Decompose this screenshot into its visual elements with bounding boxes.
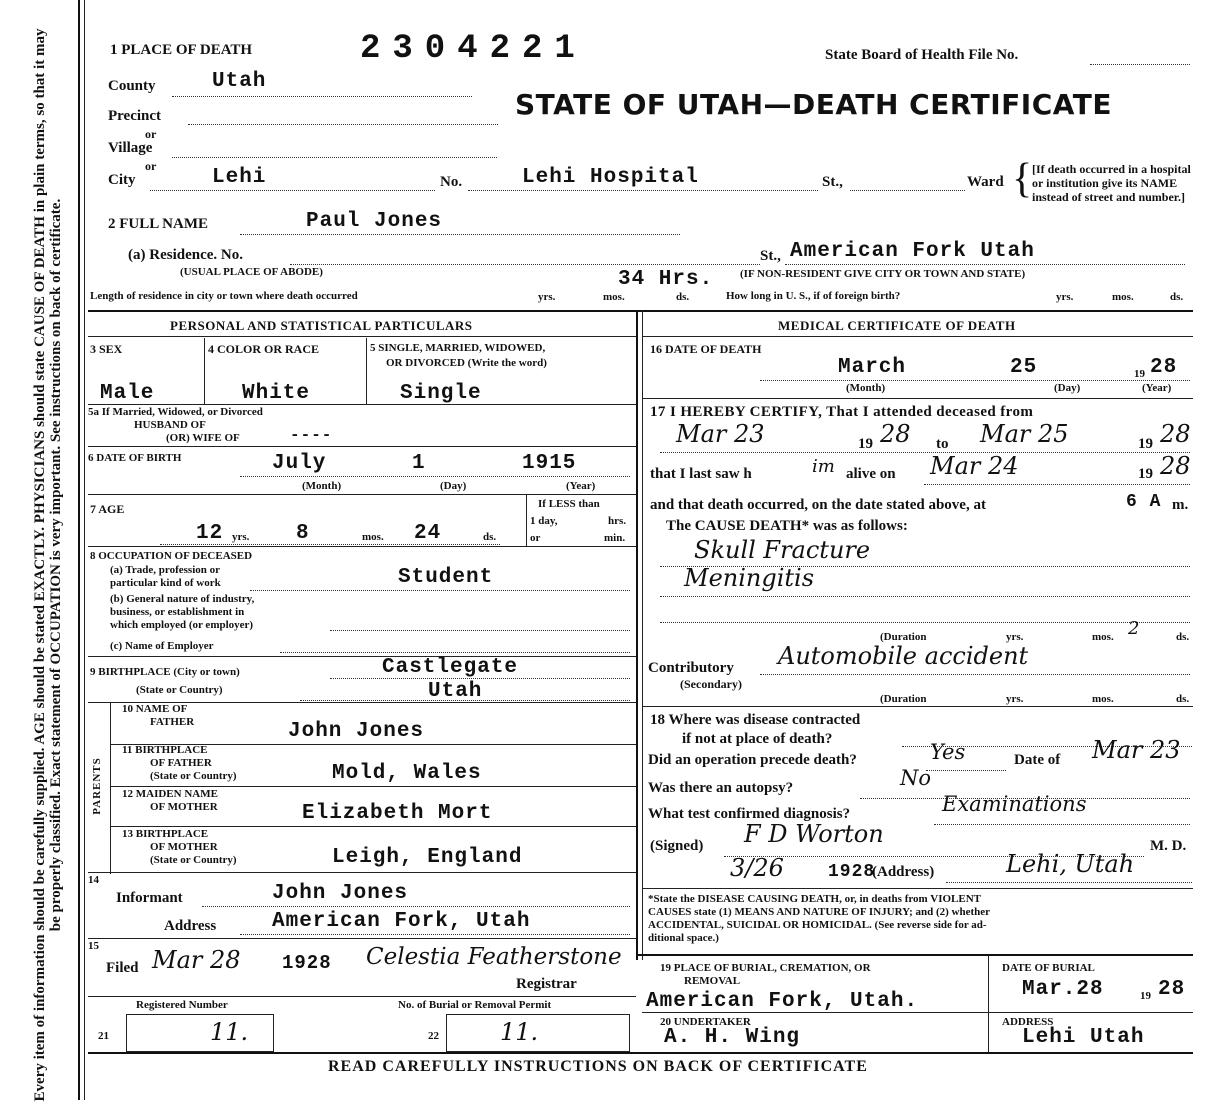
mother-label-1: 12 MAIDEN NAME — [122, 788, 218, 800]
certificate-number: 2304221 — [360, 30, 587, 68]
occ-a-2: particular kind of work — [110, 577, 221, 589]
if-less-than: If LESS than — [538, 498, 600, 510]
occupation-label: 8 OCCUPATION OF DECEASED — [90, 550, 253, 562]
death-occurred-label: and that death occurred, on the date stated above, at — [650, 497, 986, 513]
st-label: St., — [822, 174, 843, 190]
age-mos-unit: mos. — [362, 531, 384, 543]
mother-bp-2: OF MOTHER — [150, 841, 218, 853]
registered-number-label: Registered Number — [136, 999, 228, 1011]
from-year-prefix: 19 — [858, 436, 873, 452]
registered-number-value: 11. — [210, 1018, 249, 1046]
dod-month: March — [838, 356, 907, 379]
test-label: What test confirmed diagnosis? — [648, 806, 851, 822]
spouse-label-2: HUSBAND OF — [134, 419, 206, 431]
birthplace-state-label: (State or Country) — [136, 684, 223, 696]
dod-day-caption: (Day) — [1054, 382, 1081, 394]
undertaker-address-label: ADDRESS — [1002, 1016, 1054, 1028]
death-time: 6 A — [1126, 492, 1162, 512]
residence-value: American Fork Utah — [790, 240, 1035, 263]
birthplace-label: 9 BIRTHPLACE (City or town) — [90, 666, 240, 678]
length-value: 34 Hrs. — [618, 268, 714, 291]
signed-address: Lehi, Utah — [1006, 850, 1135, 878]
registrar-signature: Celestia Featherstone — [366, 944, 622, 970]
us-ds: ds. — [1170, 291, 1184, 303]
filed-label: Filed — [106, 960, 139, 976]
signed-date: 3/26 — [730, 854, 784, 882]
occ-b-2: business, or establishment in — [110, 606, 245, 618]
informant-value: John Jones — [272, 882, 409, 905]
no-label: No. — [440, 174, 463, 190]
personal-section-title: PERSONAL AND STATISTICAL PARTICULARS — [170, 318, 473, 333]
dod-day: 25 — [1010, 356, 1038, 379]
occ-c: (c) Name of Employer — [110, 640, 214, 652]
marital-value: Single — [400, 382, 482, 405]
contrib-dur-yrs: yrs. — [1006, 693, 1024, 705]
cause-primary-2: Meningitis — [684, 564, 815, 592]
city-label: City — [108, 172, 136, 188]
footer-instructions: READ CAREFULLY INSTRUCTIONS ON BACK OF CERTIFICATE — [328, 1058, 868, 1075]
if-less-or: or — [530, 532, 541, 544]
dod-year: 28 — [1150, 356, 1178, 379]
to-year: 28 — [1160, 420, 1191, 448]
burial-place-value: American Fork, Utah. — [646, 990, 919, 1013]
item-14: 14 — [88, 874, 99, 886]
undertaker-label: 20 UNDERTAKER — [660, 1016, 751, 1028]
father-bp-1: 11 BIRTHPLACE — [122, 744, 208, 756]
dob-day-caption: (Day) — [440, 480, 467, 492]
father-label-1: 10 NAME OF — [122, 703, 188, 715]
birthplace-state: Utah — [428, 680, 483, 703]
burial-permit-value: 11. — [500, 1018, 539, 1046]
last-saw-pronoun: im — [812, 456, 835, 477]
cause-dur-yrs: yrs. — [1006, 631, 1024, 643]
left-border — [78, 0, 80, 1100]
father-birthplace: Mold, Wales — [332, 762, 482, 785]
mother-name: Elizabeth Mort — [302, 802, 493, 825]
burial-date: Mar.28 — [1022, 978, 1104, 1001]
to-year-prefix: 19 — [1138, 436, 1153, 452]
father-bp-2: OF FATHER — [150, 757, 212, 769]
occ-b-1: (b) General nature of industry, — [110, 593, 255, 605]
contrib-dur-mos: mos. — [1092, 693, 1114, 705]
sex-value: Male — [100, 382, 155, 405]
cause-dur-ds: ds. — [1176, 631, 1190, 643]
item-22: 22 — [428, 1030, 439, 1042]
dob-month: July — [272, 452, 327, 475]
cause-duration-label: (Duration — [880, 631, 927, 643]
marital-label-1: 5 SINGLE, MARRIED, WIDOWED, — [370, 342, 546, 354]
autopsy-label: Was there an autopsy? — [648, 780, 794, 796]
age-ds: 24 — [414, 522, 442, 545]
to-label: to — [936, 436, 949, 452]
cause-primary-1: Skull Fracture — [694, 536, 871, 564]
autopsy-value: No — [900, 766, 932, 790]
dod-label: 16 DATE OF DEATH — [650, 342, 762, 356]
attended-to: Mar 25 — [980, 420, 1069, 448]
us-yrs: yrs. — [1056, 291, 1074, 303]
if-less-min: min. — [604, 532, 626, 544]
footnote-2: CAUSES state (1) MEANS AND NATURE OF INJURY; and (2) whether — [648, 906, 991, 918]
undertaker-value: A. H. Wing — [664, 1026, 801, 1049]
father-label-2: FATHER — [150, 716, 195, 728]
md-label: M. D. — [1150, 838, 1187, 854]
q18-label-2: if not at place of death? — [682, 731, 833, 747]
footnote-4: ditional space.) — [648, 932, 719, 944]
signed-year: 1928 — [828, 862, 876, 882]
age-ds-unit: ds. — [483, 531, 497, 543]
dob-day: 1 — [412, 452, 426, 475]
marital-label-2: OR DIVORCED (Write the word) — [386, 357, 547, 369]
cause-dur-value: 2 — [1128, 618, 1140, 639]
color-label: 4 COLOR OR RACE — [208, 342, 320, 356]
if-less-day: 1 day, — [530, 515, 558, 527]
filed-year: 1928 — [282, 952, 332, 974]
registrar-label: Registrar — [516, 976, 577, 992]
occupation-value: Student — [398, 566, 494, 589]
item-15: 15 — [88, 940, 99, 952]
death-time-suffix: m. — [1172, 497, 1189, 513]
dod-month-caption: (Month) — [846, 382, 886, 394]
burial-year: 28 — [1158, 978, 1186, 1001]
spouse-label-1: 5a If Married, Widowed, or Divorced — [88, 406, 263, 418]
city-value: Lehi — [212, 166, 267, 189]
county-value: Utah — [212, 70, 267, 93]
mother-bp-3: (State or Country) — [150, 854, 237, 866]
informant-address-label: Address — [164, 918, 217, 934]
age-yrs-unit: yrs. — [232, 531, 250, 543]
length-label: Length of residence in city or town where death occurred — [90, 290, 358, 302]
burial-date-label: DATE OF BURIAL — [1002, 962, 1095, 974]
birthplace-city: Castlegate — [382, 656, 519, 679]
margin-instructions: Every item of information should be carefully supplied. AGE should be stated EXACTLY. PHYSICIANS should state CAUSE OF DEATH in plain terms, so that it may be properly classified. Exact statement of OCCUPATION is very important. See instructions on back of certificate. — [32, 28, 64, 1102]
dob-year: 1915 — [522, 452, 577, 475]
occ-a-1: (a) Trade, profession or — [110, 564, 220, 576]
undertaker-address: Lehi Utah — [1022, 1026, 1145, 1049]
ward-note: [If death occurred in a hospital or institution give its NAME instead of street and number.] — [1032, 162, 1191, 204]
color-value: White — [242, 382, 311, 405]
village-label: Village — [108, 140, 153, 156]
full-name-value: Paul Jones — [306, 210, 443, 233]
operation-label: Did an operation precede death? — [648, 752, 857, 768]
registered-number-box — [126, 1014, 274, 1052]
ward-label: Ward — [967, 174, 1004, 190]
length-mos: mos. — [603, 291, 625, 303]
precinct-label: Precinct — [108, 108, 162, 124]
dod-year-caption: (Year) — [1142, 382, 1172, 394]
divider-top — [88, 310, 1193, 312]
if-less-hrs: hrs. — [608, 515, 627, 527]
dob-year-caption: (Year) — [566, 480, 596, 492]
length-yrs: yrs. — [538, 291, 556, 303]
length-ds: ds. — [676, 291, 690, 303]
or-label-2: or — [145, 159, 157, 173]
center-divider — [636, 310, 638, 960]
father-name: John Jones — [288, 720, 425, 743]
informant-label: Informant — [116, 890, 183, 906]
full-name-label: 2 FULL NAME — [108, 216, 209, 232]
father-bp-3: (State or Country) — [150, 770, 237, 782]
county-label: County — [108, 78, 156, 94]
contrib-duration-label: (Duration — [880, 693, 927, 705]
last-saw-label: that I last saw h — [650, 466, 752, 482]
age-yrs: 12 — [196, 522, 224, 545]
parents-label: PARENTS — [90, 757, 103, 815]
test-value: Examinations — [942, 792, 1087, 816]
physician-signature: F D Worton — [744, 820, 884, 848]
place-of-death-label: 1 PLACE OF DEATH — [110, 42, 253, 58]
contributory-value: Automobile accident — [778, 642, 1029, 670]
operation-date: Mar 23 — [1092, 736, 1181, 764]
us-mos: mos. — [1112, 291, 1134, 303]
dod-year-prefix: 19 — [1134, 368, 1145, 380]
alive-on-label: alive on — [846, 466, 896, 482]
mother-label-2: OF MOTHER — [150, 801, 218, 813]
footnote-1: *State the DISEASE CAUSING DEATH, or, in deaths from VIOLENT — [648, 893, 982, 905]
cause-dur-mos: mos. — [1092, 631, 1114, 643]
dob-label: 6 DATE OF BIRTH — [88, 452, 182, 464]
ward-brace: { — [1012, 156, 1033, 202]
occ-b-3: which employed (or employer) — [110, 619, 254, 631]
contrib-dur-ds: ds. — [1176, 693, 1190, 705]
spouse-value: ---- — [290, 426, 333, 444]
medical-section-title: MEDICAL CERTIFICATE OF DEATH — [778, 318, 1016, 333]
burial-place-label-2: REMOVAL — [684, 975, 741, 987]
certify-label: 17 I HEREBY CERTIFY, That I attended deceased from — [650, 404, 1034, 420]
residence-label: (a) Residence. No. — [128, 247, 243, 263]
cause-label: The CAUSE DEATH* was as follows: — [666, 518, 908, 534]
file-no-label: State Board of Health File No. — [825, 47, 1019, 63]
contributory-label: Contributory — [648, 660, 734, 676]
sex-label: 3 SEX — [90, 342, 123, 356]
footnote-3: ACCIDENTAL, SUICIDAL OR HOMICIDAL. (See reverse side for ad- — [648, 919, 987, 931]
operation-value: Yes — [930, 740, 966, 764]
secondary-label: (Secondary) — [680, 677, 742, 691]
filed-date: Mar 28 — [152, 946, 241, 974]
residence-st-label: St., — [760, 248, 781, 264]
age-label: 7 AGE — [90, 502, 125, 516]
spouse-label-3: (OR) WIFE OF — [166, 432, 240, 444]
last-saw-date: Mar 24 — [930, 452, 1019, 480]
q18-label-1: 18 Where was disease contracted — [650, 712, 861, 728]
informant-address: American Fork, Utah — [272, 910, 531, 933]
operation-date-label: Date of — [1014, 752, 1061, 768]
age-mos: 8 — [296, 522, 310, 545]
or-label-1: or — [145, 127, 157, 141]
usual-abode-note: (USUAL PLACE OF ABODE) — [180, 266, 323, 278]
item-21: 21 — [98, 1030, 109, 1042]
certificate-title: STATE OF UTAH—DEATH CERTIFICATE — [515, 88, 1112, 121]
signed-label: (Signed) — [650, 838, 704, 854]
mother-birthplace: Leigh, England — [332, 846, 523, 869]
non-resident-note: (IF NON-RESIDENT GIVE CITY OR TOWN AND STATE) — [740, 268, 1026, 280]
from-year: 28 — [880, 420, 911, 448]
how-long-label: How long in U. S., if of foreign birth? — [726, 290, 901, 302]
dob-month-caption: (Month) — [302, 480, 342, 492]
hospital-value: Lehi Hospital — [522, 166, 699, 189]
mother-bp-1: 13 BIRTHPLACE — [122, 828, 209, 840]
burial-year-prefix: 19 — [1140, 990, 1151, 1002]
attended-from: Mar 23 — [676, 420, 765, 448]
left-border-inner — [84, 0, 85, 1100]
last-saw-year: 28 — [1160, 452, 1191, 480]
last-saw-year-prefix: 19 — [1138, 466, 1153, 482]
burial-permit-label: No. of Burial or Removal Permit — [398, 999, 552, 1011]
burial-place-label-1: 19 PLACE OF BURIAL, CREMATION, OR — [660, 962, 871, 974]
signed-address-label: (Address) — [872, 864, 935, 880]
